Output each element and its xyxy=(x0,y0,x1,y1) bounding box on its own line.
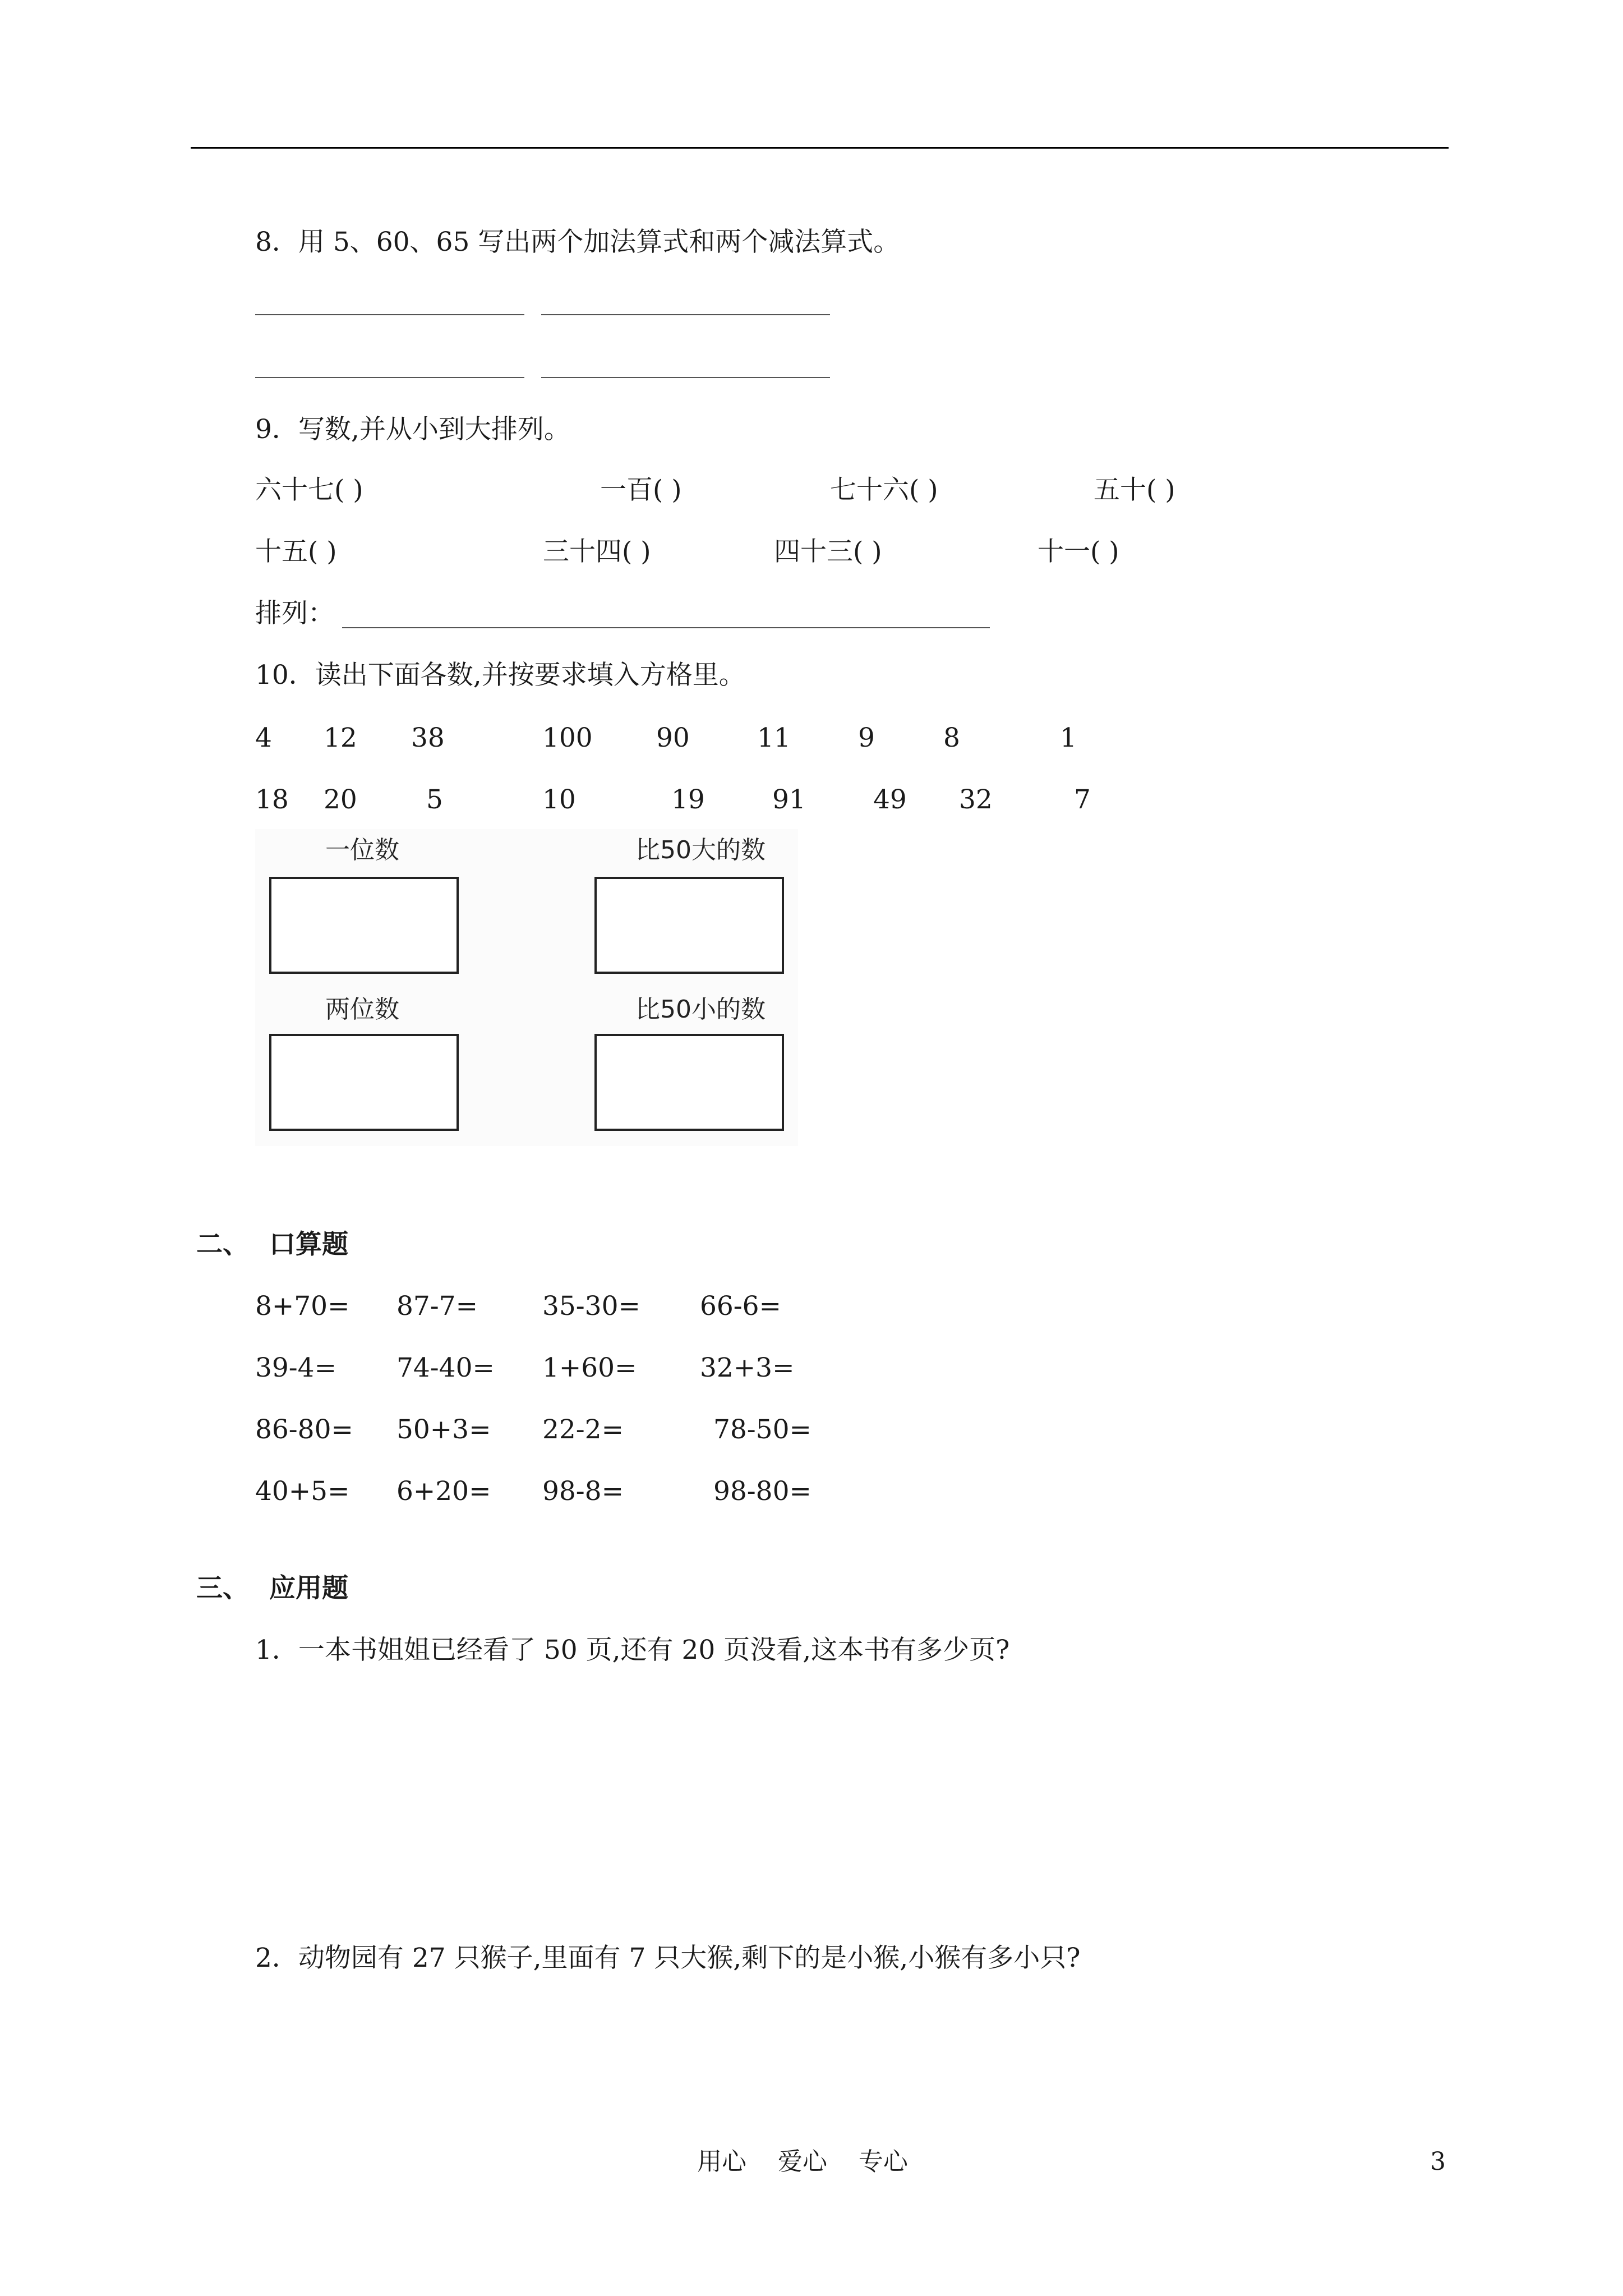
q10-number: 32 xyxy=(959,784,993,815)
calc-item: 6+20= xyxy=(396,1476,491,1507)
q10-number: 4 xyxy=(255,723,272,753)
box-label-less-than-50: 比50小的数 xyxy=(635,995,766,1024)
calc-item: 98-80= xyxy=(713,1476,811,1507)
q10-number: 20 xyxy=(324,784,357,815)
word-problem-1: 1．一本书姐姐已经看了 50 页,还有 20 页没看,这本书有多少页? xyxy=(255,1635,1010,1665)
calc-item: 98-8= xyxy=(542,1476,624,1507)
word-problem-2: 2．动物园有 27 只猴子,里面有 7 只大猴,剩下的是小猴,小猴有多小只? xyxy=(255,1943,1081,1973)
section2-title: 口算题 xyxy=(269,1229,348,1260)
calc-item: 32+3= xyxy=(700,1352,795,1383)
q10-number: 19 xyxy=(671,784,705,815)
calc-item: 50+3= xyxy=(396,1414,491,1445)
q10-number: 90 xyxy=(656,723,690,753)
calc-item: 66-6= xyxy=(700,1291,781,1322)
section3-number: 三、 xyxy=(196,1573,249,1604)
calc-item: 35-30= xyxy=(542,1291,640,1322)
footer-slogan: 用心 爱心 专心 xyxy=(697,2147,908,2176)
q9-item: 十一( ) xyxy=(1038,536,1119,567)
q10-sorting-figure xyxy=(255,829,798,1146)
q9-item: 三十四( ) xyxy=(543,536,651,567)
q9-item: 七十六( ) xyxy=(830,475,938,505)
q10-number: 12 xyxy=(324,723,357,753)
calc-item: 1+60= xyxy=(542,1352,637,1383)
q10-number: 10 xyxy=(542,784,576,815)
calc-item: 39-4= xyxy=(255,1352,336,1383)
q9-item: 一百( ) xyxy=(600,475,682,505)
section2-number: 二、 xyxy=(196,1229,249,1260)
q9-item: 五十( ) xyxy=(1094,475,1175,505)
q8-text: 8．用 5、60、65 写出两个加法算式和两个减法算式。 xyxy=(255,227,900,257)
calc-item: 40+5= xyxy=(255,1476,350,1507)
box-label-greater-than-50: 比50大的数 xyxy=(635,836,766,864)
section3-title: 应用题 xyxy=(269,1573,348,1604)
q10-number: 100 xyxy=(542,723,593,753)
q10-number: 11 xyxy=(757,723,791,753)
page-number: 3 xyxy=(1430,2147,1446,2176)
calc-item: 86-80= xyxy=(255,1414,353,1445)
calc-item: 74-40= xyxy=(396,1352,495,1383)
q8-answer-line[interactable] xyxy=(541,377,830,378)
calc-item: 78-50= xyxy=(713,1414,811,1445)
answer-box-less-than-50[interactable] xyxy=(594,1034,784,1131)
box-label-one-digit: 一位数 xyxy=(325,836,399,864)
q9-text: 9．写数,并从小到大排列。 xyxy=(255,414,570,445)
q10-number: 91 xyxy=(772,784,806,815)
q9-item: 十五( ) xyxy=(255,536,337,567)
q10-number: 8 xyxy=(943,723,960,753)
q10-number: 9 xyxy=(858,723,875,753)
calc-item: 87-7= xyxy=(396,1291,478,1322)
q10-number: 18 xyxy=(255,784,289,815)
q9-item: 六十七( ) xyxy=(255,475,363,505)
calc-item: 22-2= xyxy=(542,1414,624,1445)
q8-answer-line[interactable] xyxy=(255,377,524,378)
q9-sort-label: 排列： xyxy=(255,598,334,629)
calc-item: 8+70= xyxy=(255,1291,350,1322)
q10-number: 38 xyxy=(411,723,445,753)
q10-text: 10．读出下面各数,并按要求填入方格里。 xyxy=(255,660,745,691)
q10-number: 49 xyxy=(873,784,907,815)
q10-number: 5 xyxy=(426,784,443,815)
answer-box-one-digit[interactable] xyxy=(269,877,459,974)
q9-item: 四十三( ) xyxy=(774,536,882,567)
answer-box-two-digit[interactable] xyxy=(269,1034,459,1131)
q10-number: 1 xyxy=(1060,723,1077,753)
q10-number: 7 xyxy=(1074,784,1091,815)
header-rule xyxy=(191,147,1449,149)
q8-answer-line[interactable] xyxy=(255,314,524,315)
box-label-two-digit: 两位数 xyxy=(325,995,399,1024)
q8-answer-line[interactable] xyxy=(541,314,830,315)
q9-sort-answer-line[interactable] xyxy=(342,627,990,628)
answer-box-greater-than-50[interactable] xyxy=(594,877,784,974)
